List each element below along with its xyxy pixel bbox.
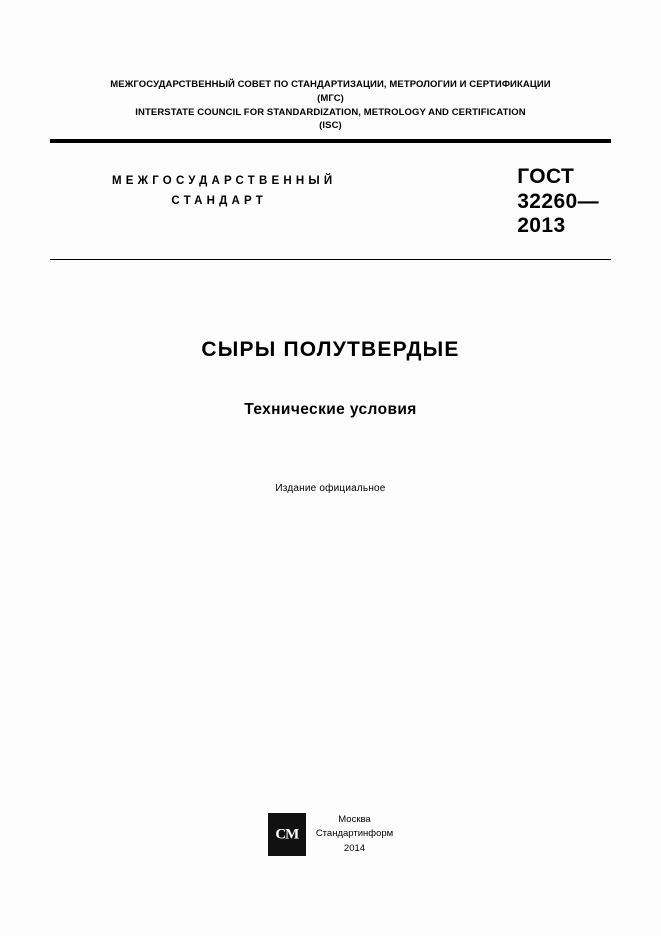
publisher-year: 2014	[343, 842, 366, 854]
org-header-line-ru-1: МЕЖГОСУДАРСТВЕННЫЙ СОВЕТ ПО СТАНДАРТИЗАЦИИ, МЕТРОЛОГИИ И СЕРТИФИКАЦИИ	[110, 79, 551, 90]
standard-number-prefix: ГОСТ	[517, 165, 575, 189]
org-header-line-en-2: (ISC)	[319, 120, 342, 132]
standard-number	[517, 165, 611, 239]
org-header-line-en-1: INTERSTATE COUNCIL FOR STANDARDIZATION, METROLOGY AND CERTIFICATION	[135, 106, 526, 118]
document-title: СЫРЫ ПОЛУТВЕРДЫЕ	[201, 337, 460, 361]
organization-header	[50, 78, 611, 139]
standard-identification-row	[50, 143, 611, 259]
publisher-name: Стандартинформ	[315, 828, 394, 840]
standard-label-line1: МЕЖГОСУДАРСТВЕННЫЙ	[112, 175, 337, 188]
standard-number-code: 32260—	[517, 189, 599, 213]
edition-note: Издание официальное	[275, 482, 386, 494]
page-content	[50, 78, 611, 494]
divider-thin-bottom	[50, 259, 611, 260]
publisher-block	[0, 813, 661, 856]
standard-number-year: 2013	[517, 214, 566, 238]
standard-label-line2: СТАНДАРТ	[171, 195, 267, 208]
publisher-text	[316, 813, 393, 856]
standard-label	[50, 165, 336, 211]
publisher-city: Москва	[338, 814, 371, 826]
org-header-line-ru-2: (МГС)	[317, 92, 344, 104]
standartinform-logo-icon	[268, 813, 306, 856]
logo-glyph: СМ	[275, 826, 299, 842]
document-subtitle: Технические условия	[244, 400, 417, 418]
publisher-inner	[268, 813, 393, 856]
